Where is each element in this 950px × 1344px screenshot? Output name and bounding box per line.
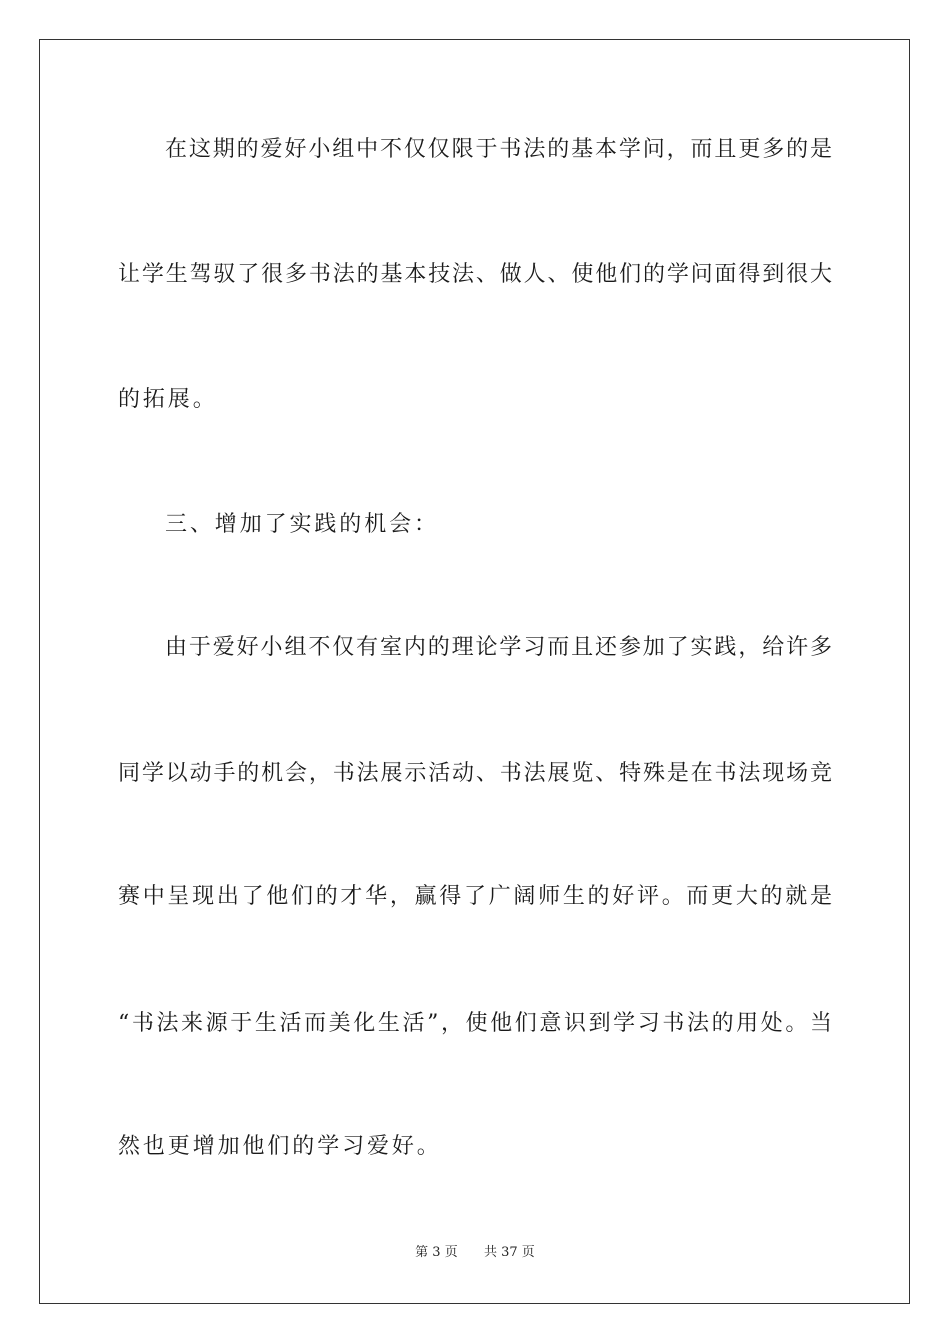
- paragraph-line: 让学生驾驭了很多书法的基本技法、做人、使他们的学问面得到很大: [118, 262, 832, 287]
- paragraph-line: “书法来源于生活而美化生活”，使他们意识到学习书法的用处。当: [118, 1011, 832, 1036]
- paragraph-line: 同学以动手的机会，书法展示活动、书法展览、特殊是在书法现场竞: [118, 761, 832, 786]
- page-border: [39, 39, 910, 1304]
- paragraph-line: 赛中呈现出了他们的才华，赢得了广阔师生的好评。而更大的就是: [118, 884, 832, 909]
- paragraph-line: 的拓展。: [118, 387, 218, 412]
- page-footer: [0, 1245, 950, 1261]
- section-heading: 三、增加了实践的机会：: [165, 512, 439, 537]
- paragraph-line: 在这期的爱好小组中不仅仅限于书法的基本学问，而且更多的是: [165, 137, 832, 162]
- paragraph-line: 由于爱好小组不仅有室内的理论学习而且还参加了实践，给许多: [165, 635, 832, 660]
- paragraph-line: 然也更增加他们的学习爱好。: [118, 1134, 442, 1159]
- page-number: 第 3 页: [415, 1245, 458, 1260]
- total-pages: 共 37 页: [484, 1245, 535, 1260]
